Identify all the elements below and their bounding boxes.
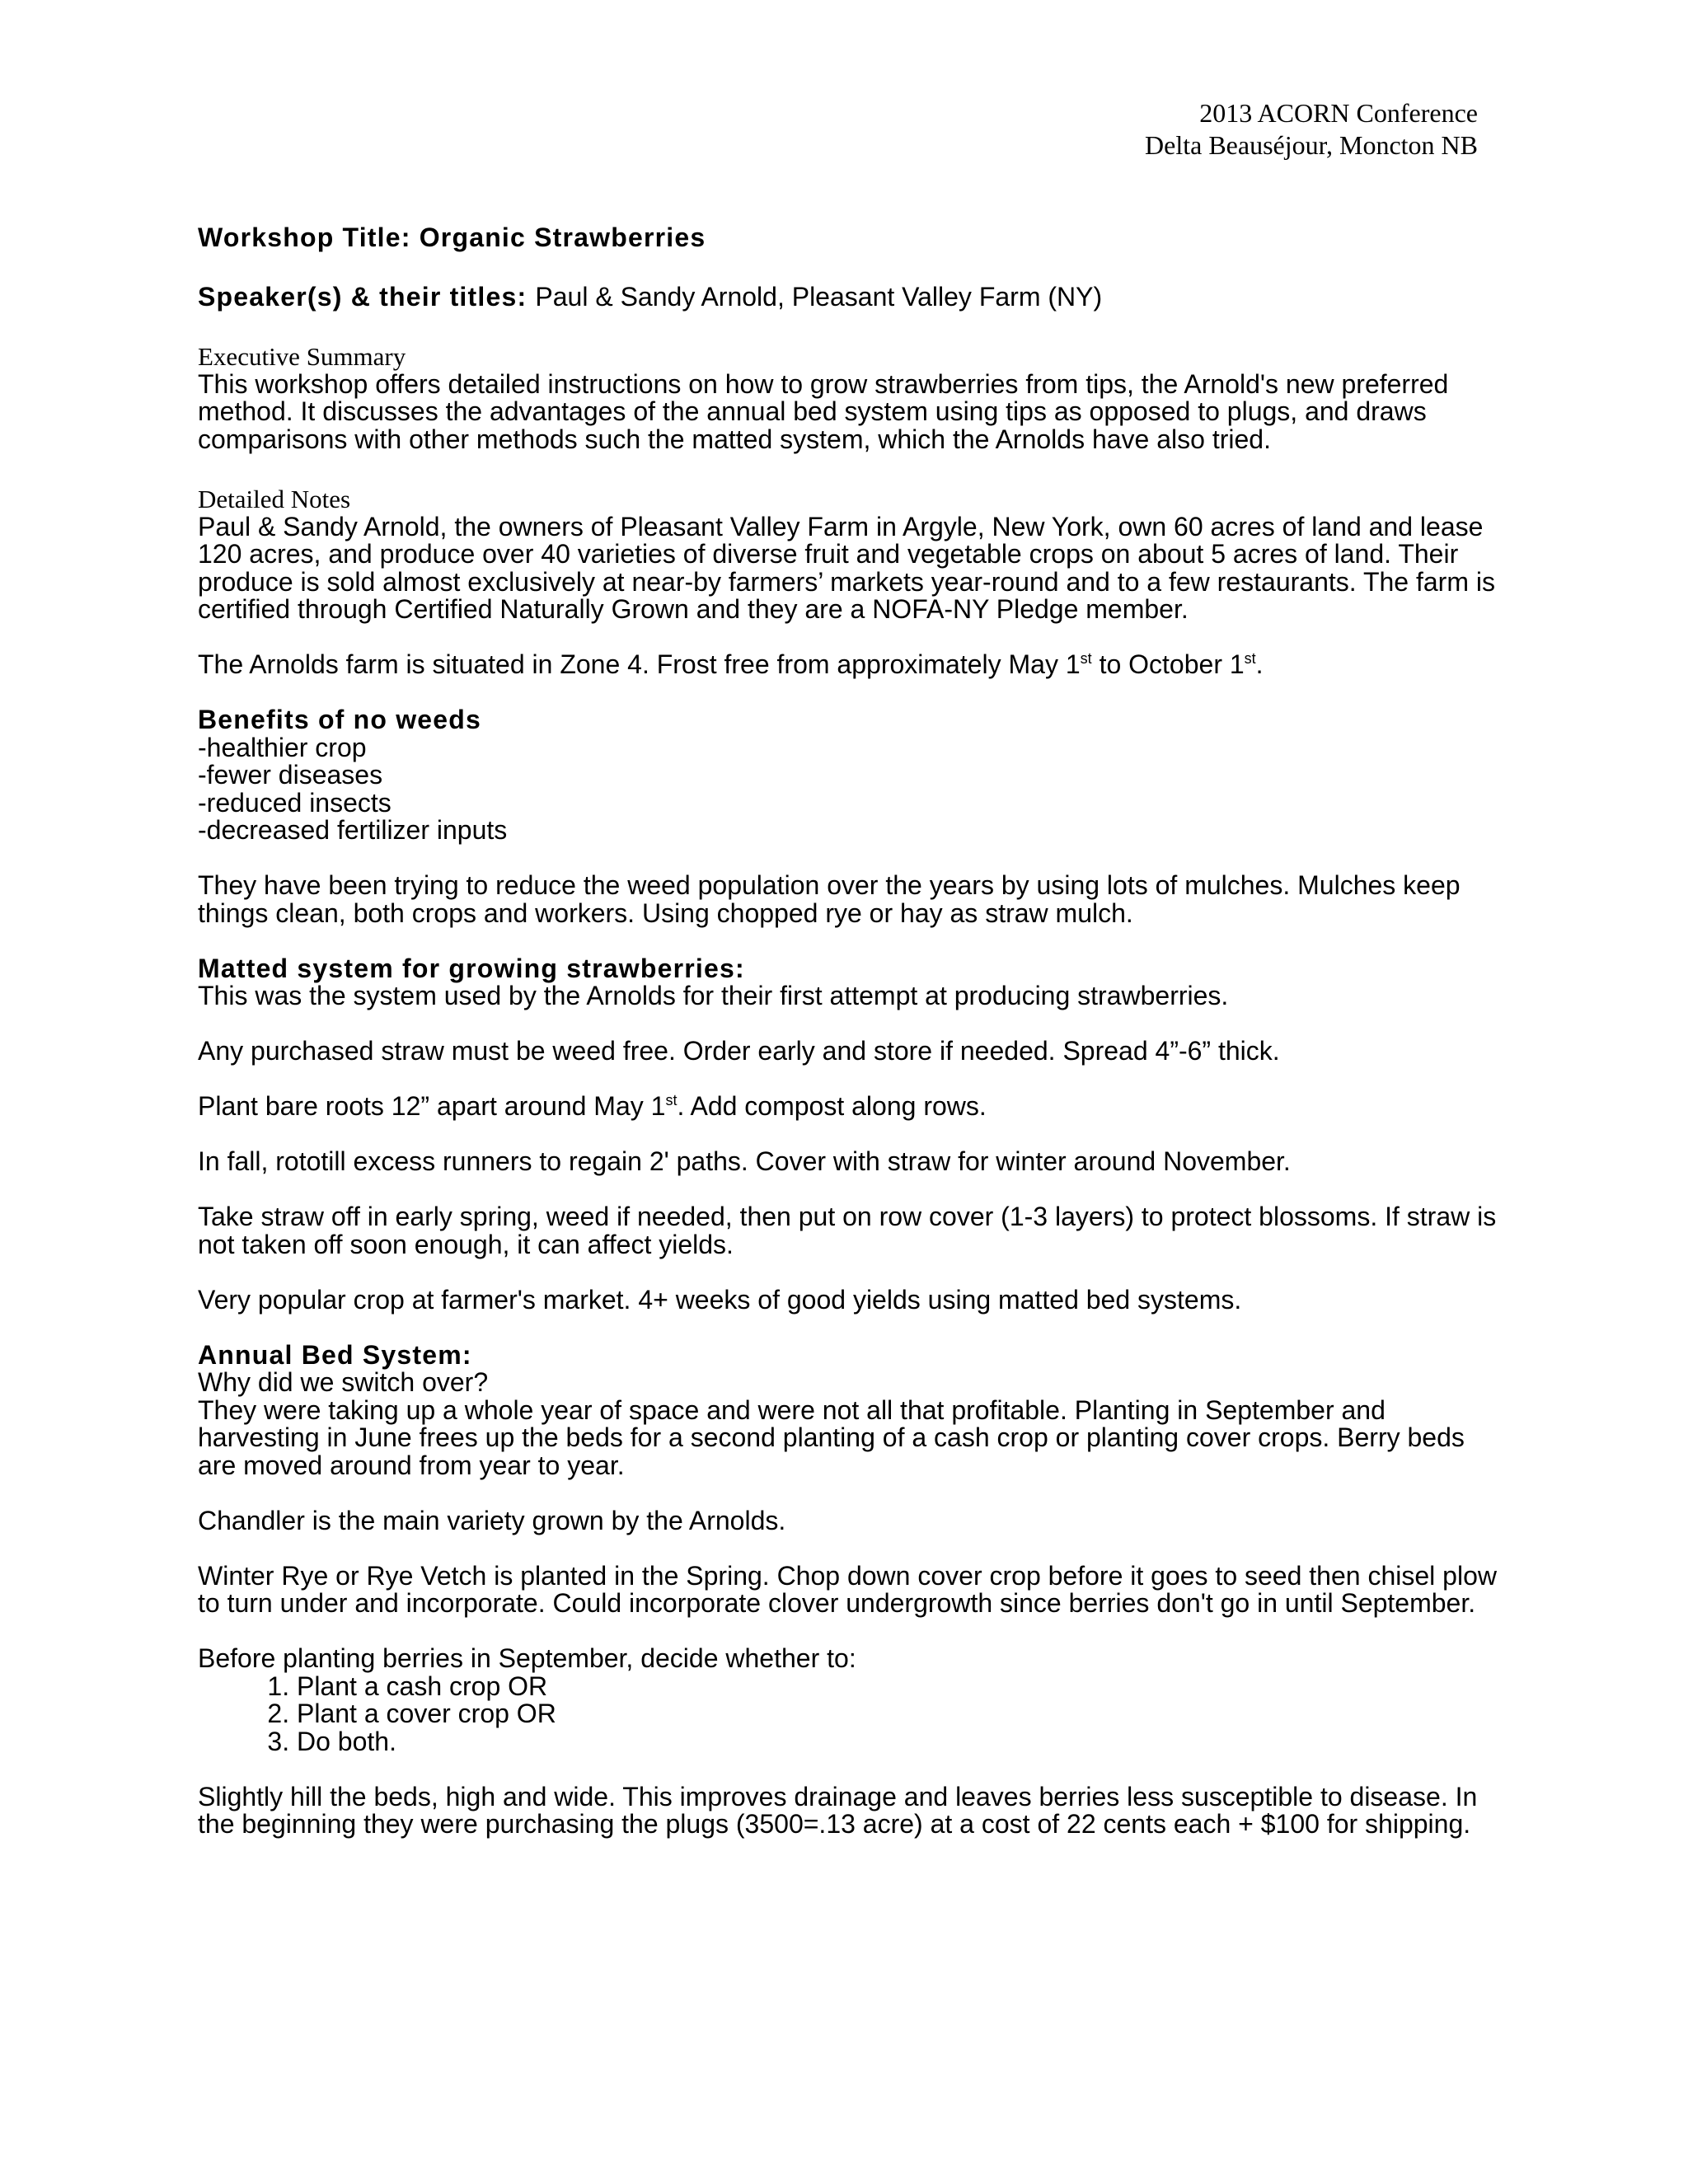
workshop-title-label: Workshop Title: — [198, 223, 411, 252]
mulch-paragraph: They have been trying to reduce the weed population over the years by using lots of mulches. Mulches keep things clean, both crops and workers. Using chopped rye or hay as straw mulch. — [198, 870, 1461, 928]
conference-venue: Delta Beauséjour, Moncton NB — [1145, 130, 1478, 160]
speaker-value: Paul & Sandy Arnold, Pleasant Valley Farm (NY) — [535, 281, 1103, 312]
matted-paragraph: This was the system used by the Arnolds for their first attempt at producing strawberries. — [198, 981, 1229, 1010]
options-list — [198, 1673, 1508, 1756]
speaker-label: Speaker(s) & their titles: — [198, 281, 528, 312]
matted-paragraph: Any purchased straw must be weed free. Order early and store if needed. Spread 4”-6” thick. — [198, 1036, 1280, 1066]
annual-paragraph: Slightly hill the beds, high and wide. This improves drainage and leaves berries less susceptible to disease. In the beginning they were purchasing the plugs (3500=.13 acre) at a cost of 22 cents each + $100 for shipping. — [198, 1781, 1478, 1839]
executive-summary-text: This workshop offers detailed instructions on how to grow strawberries from tips, the Arnold's new preferred method. It discusses the advantages of the annual bed system using tips as opposed to plugs, and draws comparisons with other methods such the matted system, which the Arnolds have also tried. — [198, 368, 1449, 454]
annual-paragraph: Chandler is the main variety grown by the Arnolds. — [198, 1505, 786, 1535]
option-item: 3. Do both. — [297, 1728, 1508, 1756]
document-body — [198, 224, 1508, 1839]
planting-text-a: Plant bare roots 12” apart around May 1 — [198, 1091, 666, 1121]
matted-paragraph: In fall, rototill excess runners to regain 2' paths. Cover with straw for winter around November. — [198, 1146, 1291, 1176]
benefit-item: -reduced insects — [198, 787, 392, 818]
benefit-item: -healthier crop — [198, 732, 367, 762]
detailed-notes-intro: Paul & Sandy Arnold, the owners of Pleasant Valley Farm in Argyle, New York, own 60 acres of land and lease 120 acres, and produce over 40 varieties of diverse fruit and vegetable crops on about 5 acres of land. Their produce is sold almost exclusively at near-by farmers’ markets year-round and to a few restaurants. The farm is certified through Certified Naturally Grown and they are a NOFA-NY Pledge member. — [198, 511, 1495, 624]
detailed-notes-heading: Detailed Notes — [198, 485, 351, 513]
annual-paragraph: They were taking up a whole year of space and were not all that profitable. Planting in September and harvesting in June frees up the beds for a second planting of a cash crop or planting cover crops. Berry beds are moved around from year to year. — [198, 1394, 1465, 1480]
annual-paragraph: Winter Rye or Rye Vetch is planted in the Spring. Chop down cover crop before it goes to seed then chisel plow to turn under and incorporate. Could incorporate clover undergrowth since berries don't go in until September. — [198, 1560, 1497, 1618]
zone-text-a: The Arnolds farm is situated in Zone 4. Frost free from approximately May 1 — [198, 649, 1081, 679]
zone-paragraph — [198, 651, 1508, 679]
option-item: 2. Plant a cover crop OR — [297, 1700, 1508, 1728]
matted-paragraph — [198, 1093, 1508, 1121]
workshop-title-value: Organic Strawberries — [419, 223, 706, 252]
conference-name: 2013 ACORN Conference — [1199, 98, 1478, 128]
conference-header — [1145, 97, 1478, 162]
planting-sup: st — [665, 1092, 678, 1108]
speaker-line — [198, 281, 1508, 312]
zone-text-b: to October 1 — [1091, 649, 1245, 679]
benefits-heading: Benefits of no weeds — [198, 705, 482, 734]
matted-paragraph: Take straw off in early spring, weed if needed, then put on row cover (1-3 layers) to protect blossoms. If straw is not taken off soon enough, it can affect yields. — [198, 1202, 1497, 1259]
zone-text-c: . — [1255, 649, 1264, 679]
zone-sup-a: st — [1080, 650, 1092, 667]
benefit-item: -fewer diseases — [198, 760, 383, 790]
executive-summary-heading: Executive Summary — [198, 342, 406, 371]
annual-heading: Annual Bed System: — [198, 1339, 472, 1370]
option-item: 1. Plant a cash crop OR — [297, 1673, 1508, 1701]
annual-question: Why did we switch over? — [198, 1367, 489, 1397]
planting-text-b: . Add compost along rows. — [677, 1091, 987, 1121]
matted-heading: Matted system for growing strawberries: — [198, 953, 745, 983]
workshop-title — [198, 224, 1508, 252]
annual-paragraph: Before planting berries in September, decide whether to: — [198, 1643, 856, 1673]
zone-sup-b: st — [1244, 650, 1256, 667]
matted-paragraph: Very popular crop at farmer's market. 4+ weeks of good yields using matted bed systems. — [198, 1284, 1242, 1315]
benefit-item: -decreased fertilizer inputs — [198, 815, 508, 845]
